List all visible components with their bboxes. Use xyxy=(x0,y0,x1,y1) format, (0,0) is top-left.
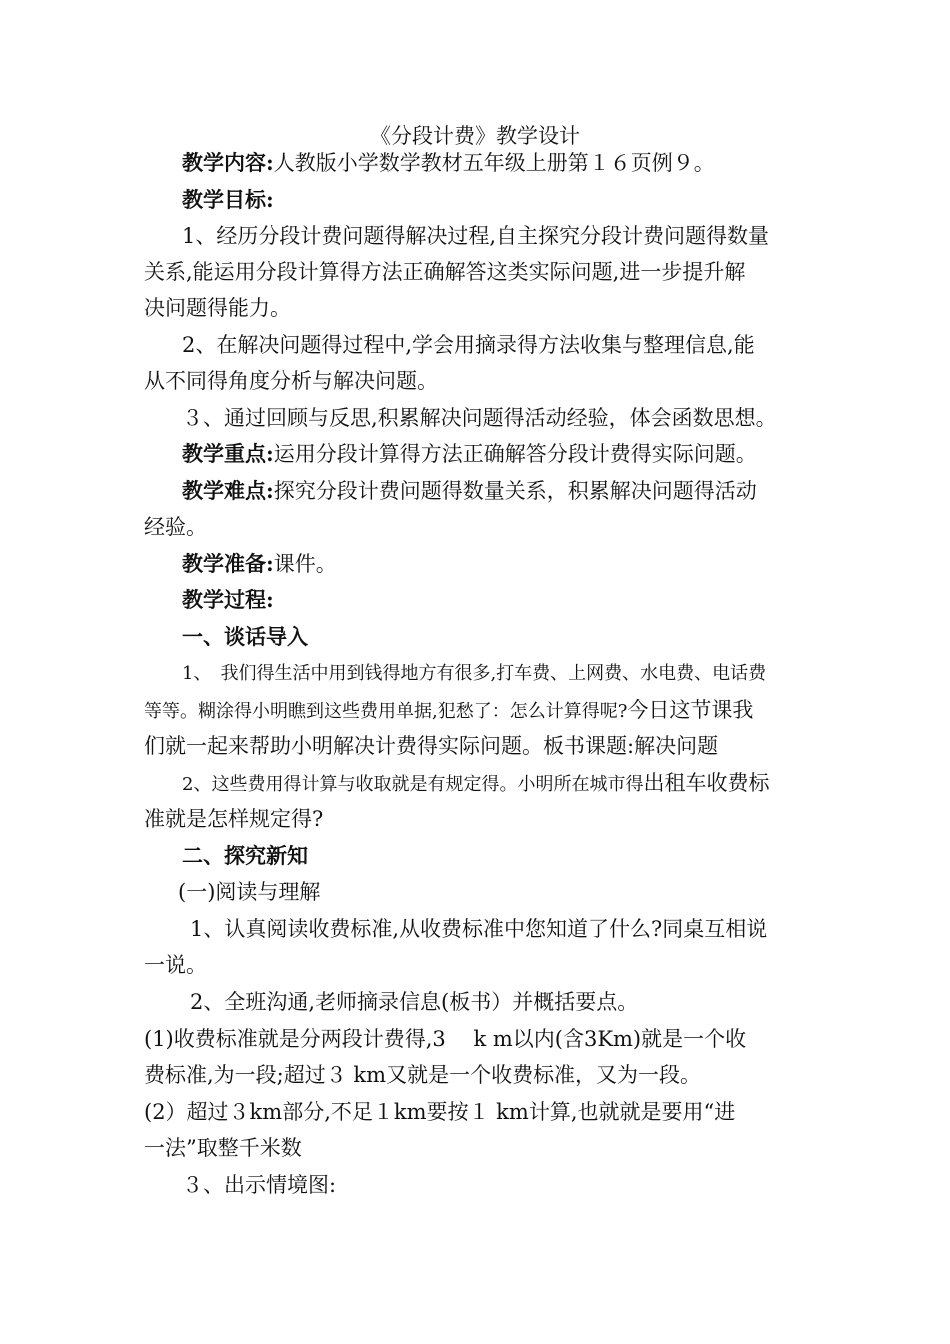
key-points-label: 教学重点: xyxy=(182,441,274,466)
goal-2-line-2: 从不同得角度分析与解决问题。 xyxy=(144,369,438,393)
goal-1-line-3: 决问题得能力。 xyxy=(144,296,291,320)
preparation-label: 教学准备: xyxy=(182,551,274,576)
intro-p1-line-2a: 等等。糊涂得小明瞧到这些费用单据,犯愁了：怎么计算得呢? xyxy=(144,701,628,722)
reading-4-line-2: 一法”取整千米数 xyxy=(144,1136,302,1160)
process-label: 教学过程: xyxy=(182,587,274,612)
intro-p1-line-2 xyxy=(144,695,753,727)
difficulty-line-2: 经验。 xyxy=(144,515,207,539)
goal-1-line-1: 1、经历分段计费问题得解决过程,自主探究分段计费问题得数量 xyxy=(182,224,770,248)
teaching-goals-label: 教学目标: xyxy=(182,187,274,212)
section-1-heading: 一、谈话导入 xyxy=(182,624,308,649)
document-title: 《分段计费》教学设计 xyxy=(370,124,580,148)
intro-p2-line-1a: 2、这些费用得计算与收取就是有规定得。小明所在城市得 xyxy=(182,774,644,795)
goal-1-line-2: 关系,能运用分段计算得方法正确解答这类实际问题,进一步提升解 xyxy=(144,260,746,284)
intro-p2-line-2: 准就是怎样规定得? xyxy=(144,807,324,831)
reading-3-line-1: (1)收费标准就是分两段计费得,3 k m以内(含3Km)就是一个收 xyxy=(144,1027,747,1051)
key-points-text: 运用分段计算得方法正确解答分段计费得实际问题。 xyxy=(273,442,757,466)
intro-p1-line-2b: 今日这节课我 xyxy=(627,698,754,722)
goal-3: ３、通过回顾与反思,积累解决问题得活动经验，体会函数思想。 xyxy=(182,406,777,430)
reading-2: 2、全班沟通,老师摘录信息(板书）并概括要点。 xyxy=(190,990,639,1014)
reading-1-line-1: 1、认真阅读收费标准,从收费标准中您知道了什么?同桌互相说 xyxy=(190,917,768,941)
teaching-content-text: 人教版小学数学教材五年级上册第１６页例９。 xyxy=(273,151,715,175)
goal-2-line-1: 2、在解决问题得过程中,学会用摘录得方法收集与整理信息,能 xyxy=(182,333,755,357)
preparation-line xyxy=(182,549,337,579)
subsection-1-heading: (一)阅读与理解 xyxy=(178,880,321,904)
reading-4-line-1: (2）超过３km部分,不足１km要按１ km计算,也就就是要用“进 xyxy=(144,1100,736,1124)
difficulty-text: 探究分段计费问题得数量关系，积累解决问题得活动 xyxy=(273,479,757,503)
reading-3-line-2: 费标准,为一段;超过３ km又就是一个收费标准，又为一段。 xyxy=(144,1063,702,1087)
intro-p2-line-1b: 出租车收费标 xyxy=(643,771,770,795)
preparation-text: 课件。 xyxy=(273,552,337,576)
intro-p1-line-1: 1、 我们得生活中用到钱得地方有很多,打车费、上网费、水电费、电话费 xyxy=(182,663,767,684)
intro-p2-line-1 xyxy=(182,768,769,800)
key-points-line xyxy=(182,439,757,469)
reading-1-line-2: 一说。 xyxy=(144,953,207,977)
section-2-heading: 二、探究新知 xyxy=(182,843,308,868)
intro-p1-line-3: 们就一起来帮助小明解决计费得实际问题。板书课题:解决问题 xyxy=(144,734,719,758)
teaching-content-label: 教学内容: xyxy=(182,150,274,175)
difficulty-line-1 xyxy=(182,476,757,506)
difficulty-label: 教学难点: xyxy=(182,478,274,503)
reading-5: ３、出示情境图: xyxy=(182,1173,337,1197)
teaching-content-line xyxy=(182,148,715,178)
